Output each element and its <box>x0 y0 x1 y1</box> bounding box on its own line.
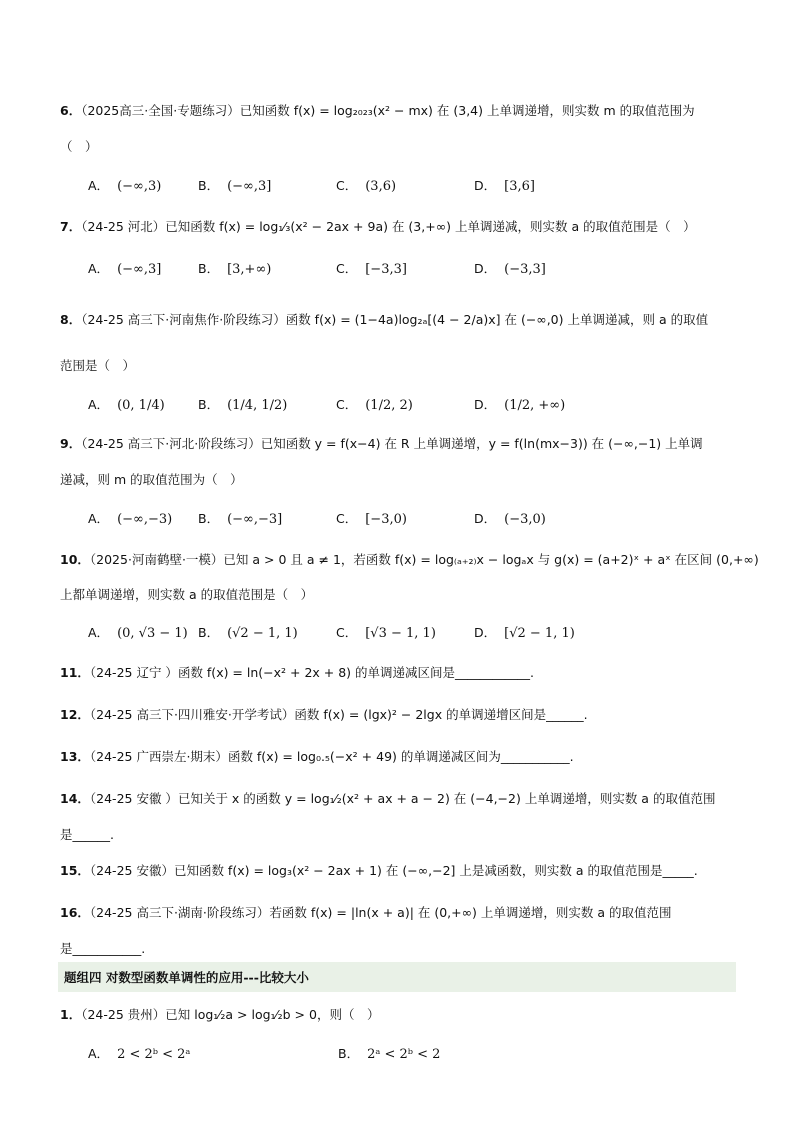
question-14-line1 <box>60 790 736 808</box>
question-number: 6． <box>60 103 82 118</box>
question-6-line2 <box>60 138 736 156</box>
question-source: （24-25 河北） <box>81 219 166 234</box>
question-8-line1 <box>60 311 736 329</box>
question-10-line1 <box>60 551 759 569</box>
question-text: 已知函数 f(x) = log₂₀₂₃(x² − mx) 在 (3,4) 上单调递增，则实数 m 的取值范围为 <box>239 103 695 118</box>
question-source: （24-25 安徽 ） <box>89 791 178 806</box>
question-source: （24-25 高三下·河南焦作·阶段练习） <box>81 312 286 327</box>
question-source: （2025高三·全国·专题练习） <box>81 103 240 118</box>
question-9-options <box>88 509 754 531</box>
question-source: （24-25 贵州） <box>81 1007 166 1022</box>
option-d[interactable]: D． [3,6] <box>474 178 535 194</box>
question-text: 函数 f(x) = log₀.₅(−x² + 49) 的单调递减区间为___________. <box>227 749 574 764</box>
question-source: （24-25 广西崇左·期末） <box>89 749 228 764</box>
option-d[interactable]: D． (−3,3] <box>474 261 546 277</box>
question-9-line1 <box>60 435 736 453</box>
question-source: （24-25 高三下·河北·阶段练习） <box>81 436 261 451</box>
option-a[interactable]: A． (0, 1/4) <box>88 397 165 413</box>
question-source: （24-25 高三下·四川雅安·开学考试） <box>89 707 295 722</box>
question-12-line1 <box>60 706 736 724</box>
section-title: 题组四 对数型函数单调性的应用---比较大小 <box>64 970 309 985</box>
option-c[interactable]: C． (1/2, 2) <box>336 397 413 413</box>
section-question-1-line1 <box>60 1006 736 1024</box>
option-b[interactable]: B． [3,+∞) <box>198 261 272 277</box>
question-number: 10． <box>60 552 90 567</box>
question-7-options <box>88 259 754 281</box>
question-8-line2 <box>60 357 736 375</box>
question-text: 已知函数 y = f(x−4) 在 R 上单调递增，y = f(ln(mx−3)) 在 (−∞,−1) 上单调 <box>260 436 703 451</box>
section-header <box>58 962 736 992</box>
question-8-options <box>88 395 754 417</box>
question-number: 14． <box>60 791 90 806</box>
option-c[interactable]: C． (3,6) <box>336 178 397 194</box>
question-text: 已知 log₁⁄₂a > log₁⁄₂b > 0，则（ ） <box>165 1007 380 1022</box>
question-text: 若函数 f(x) = |ln(x + a)| 在 (0,+∞) 上单调递增，则实数 a 的取值范围 <box>269 905 672 920</box>
question-text: 函数 f(x) = (1−4a)log₂ₐ[(4 − 2/a)x] 在 (−∞,0) 上单调递减，则 a 的取值 <box>285 312 709 327</box>
option-a[interactable]: A． (0, √3 − 1) <box>88 625 188 641</box>
question-16-line1 <box>60 904 736 922</box>
question-source: （2025·河南鹤壁·一模） <box>89 552 224 567</box>
question-text: 递减，则 m 的取值范围为（ ） <box>60 472 243 487</box>
question-number: 8． <box>60 312 82 327</box>
question-number: 7． <box>60 219 82 234</box>
option-c[interactable]: C． [−3,3] <box>336 261 407 277</box>
question-10-options <box>88 623 754 645</box>
question-13-line1 <box>60 748 736 766</box>
question-number: 9． <box>60 436 82 451</box>
question-number: 11． <box>60 665 90 680</box>
option-d[interactable]: D． (1/2, +∞) <box>474 397 566 413</box>
question-text: （ ） <box>60 139 98 154</box>
question-text: 已知函数 f(x) = log₁⁄₃(x² − 2ax + 9a) 在 (3,+∞) 上单调递减，则实数 a 的取值范围是（ ） <box>165 219 696 234</box>
option-d[interactable]: D． (−3,0) <box>474 511 546 527</box>
question-14-line2 <box>60 826 736 844</box>
option-b[interactable]: B． (√2 − 1, 1) <box>198 625 298 641</box>
question-source: （24-25 辽宁 ） <box>89 665 178 680</box>
question-9-line2 <box>60 471 736 489</box>
question-number: 12． <box>60 707 90 722</box>
question-source: （24-25 安徽） <box>89 863 174 878</box>
question-6-options <box>88 176 754 198</box>
question-text: 是___________. <box>60 941 146 956</box>
option-b[interactable]: B． 2ᵃ < 2ᵇ < 2 <box>338 1046 441 1062</box>
question-number: 15． <box>60 863 90 878</box>
question-text: 函数 f(x) = ln(−x² + 2x + 8) 的单调递减区间是____________. <box>177 665 535 680</box>
question-10-line2 <box>60 586 736 604</box>
section-question-1-options <box>88 1044 754 1066</box>
option-a[interactable]: A． 2 < 2ᵇ < 2ᵃ <box>88 1046 191 1062</box>
option-b[interactable]: B． (1/4, 1/2) <box>198 397 288 413</box>
question-11-line1 <box>60 664 736 682</box>
option-a[interactable]: A． (−∞,−3) <box>88 511 173 527</box>
question-text: 是______. <box>60 827 114 842</box>
question-text: 已知关于 x 的函数 y = log₁⁄₂(x² + ax + a − 2) 在 (−4,−2) 上单调递增，则实数 a 的取值范围 <box>177 791 716 806</box>
option-c[interactable]: C． [−3,0) <box>336 511 407 527</box>
question-number: 13． <box>60 749 90 764</box>
option-a[interactable]: A． (−∞,3) <box>88 178 162 194</box>
question-text: 上都单调递增，则实数 a 的取值范围是（ ） <box>60 587 314 602</box>
question-16-line2 <box>60 940 736 958</box>
option-b[interactable]: B． (−∞,−3] <box>198 511 283 527</box>
question-15-line1 <box>60 862 736 880</box>
question-7-line1 <box>60 218 736 236</box>
question-text: 范围是（ ） <box>60 358 136 373</box>
option-c[interactable]: C． [√3 − 1, 1) <box>336 625 436 641</box>
option-d[interactable]: D． [√2 − 1, 1) <box>474 625 575 641</box>
option-a[interactable]: A． (−∞,3] <box>88 261 162 277</box>
option-b[interactable]: B． (−∞,3] <box>198 178 272 194</box>
question-source: （24-25 高三下·湖南·阶段练习） <box>89 905 270 920</box>
question-text: 函数 f(x) = (lgx)² − 2lgx 的单调递增区间是______. <box>294 707 588 722</box>
question-number: 1． <box>60 1007 82 1022</box>
question-number: 16． <box>60 905 90 920</box>
question-6-line1 <box>60 102 736 120</box>
question-text: 已知函数 f(x) = log₃(x² − 2ax + 1) 在 (−∞,−2] 上是减函数，则实数 a 的取值范围是_____. <box>173 863 698 878</box>
question-text: 已知 a > 0 且 a ≠ 1，若函数 f(x) = log₍ₐ₊₂₎x − logₐx 与 g(x) = (a+2)ˣ + aˣ 在区间 (0,+∞) <box>223 552 759 567</box>
